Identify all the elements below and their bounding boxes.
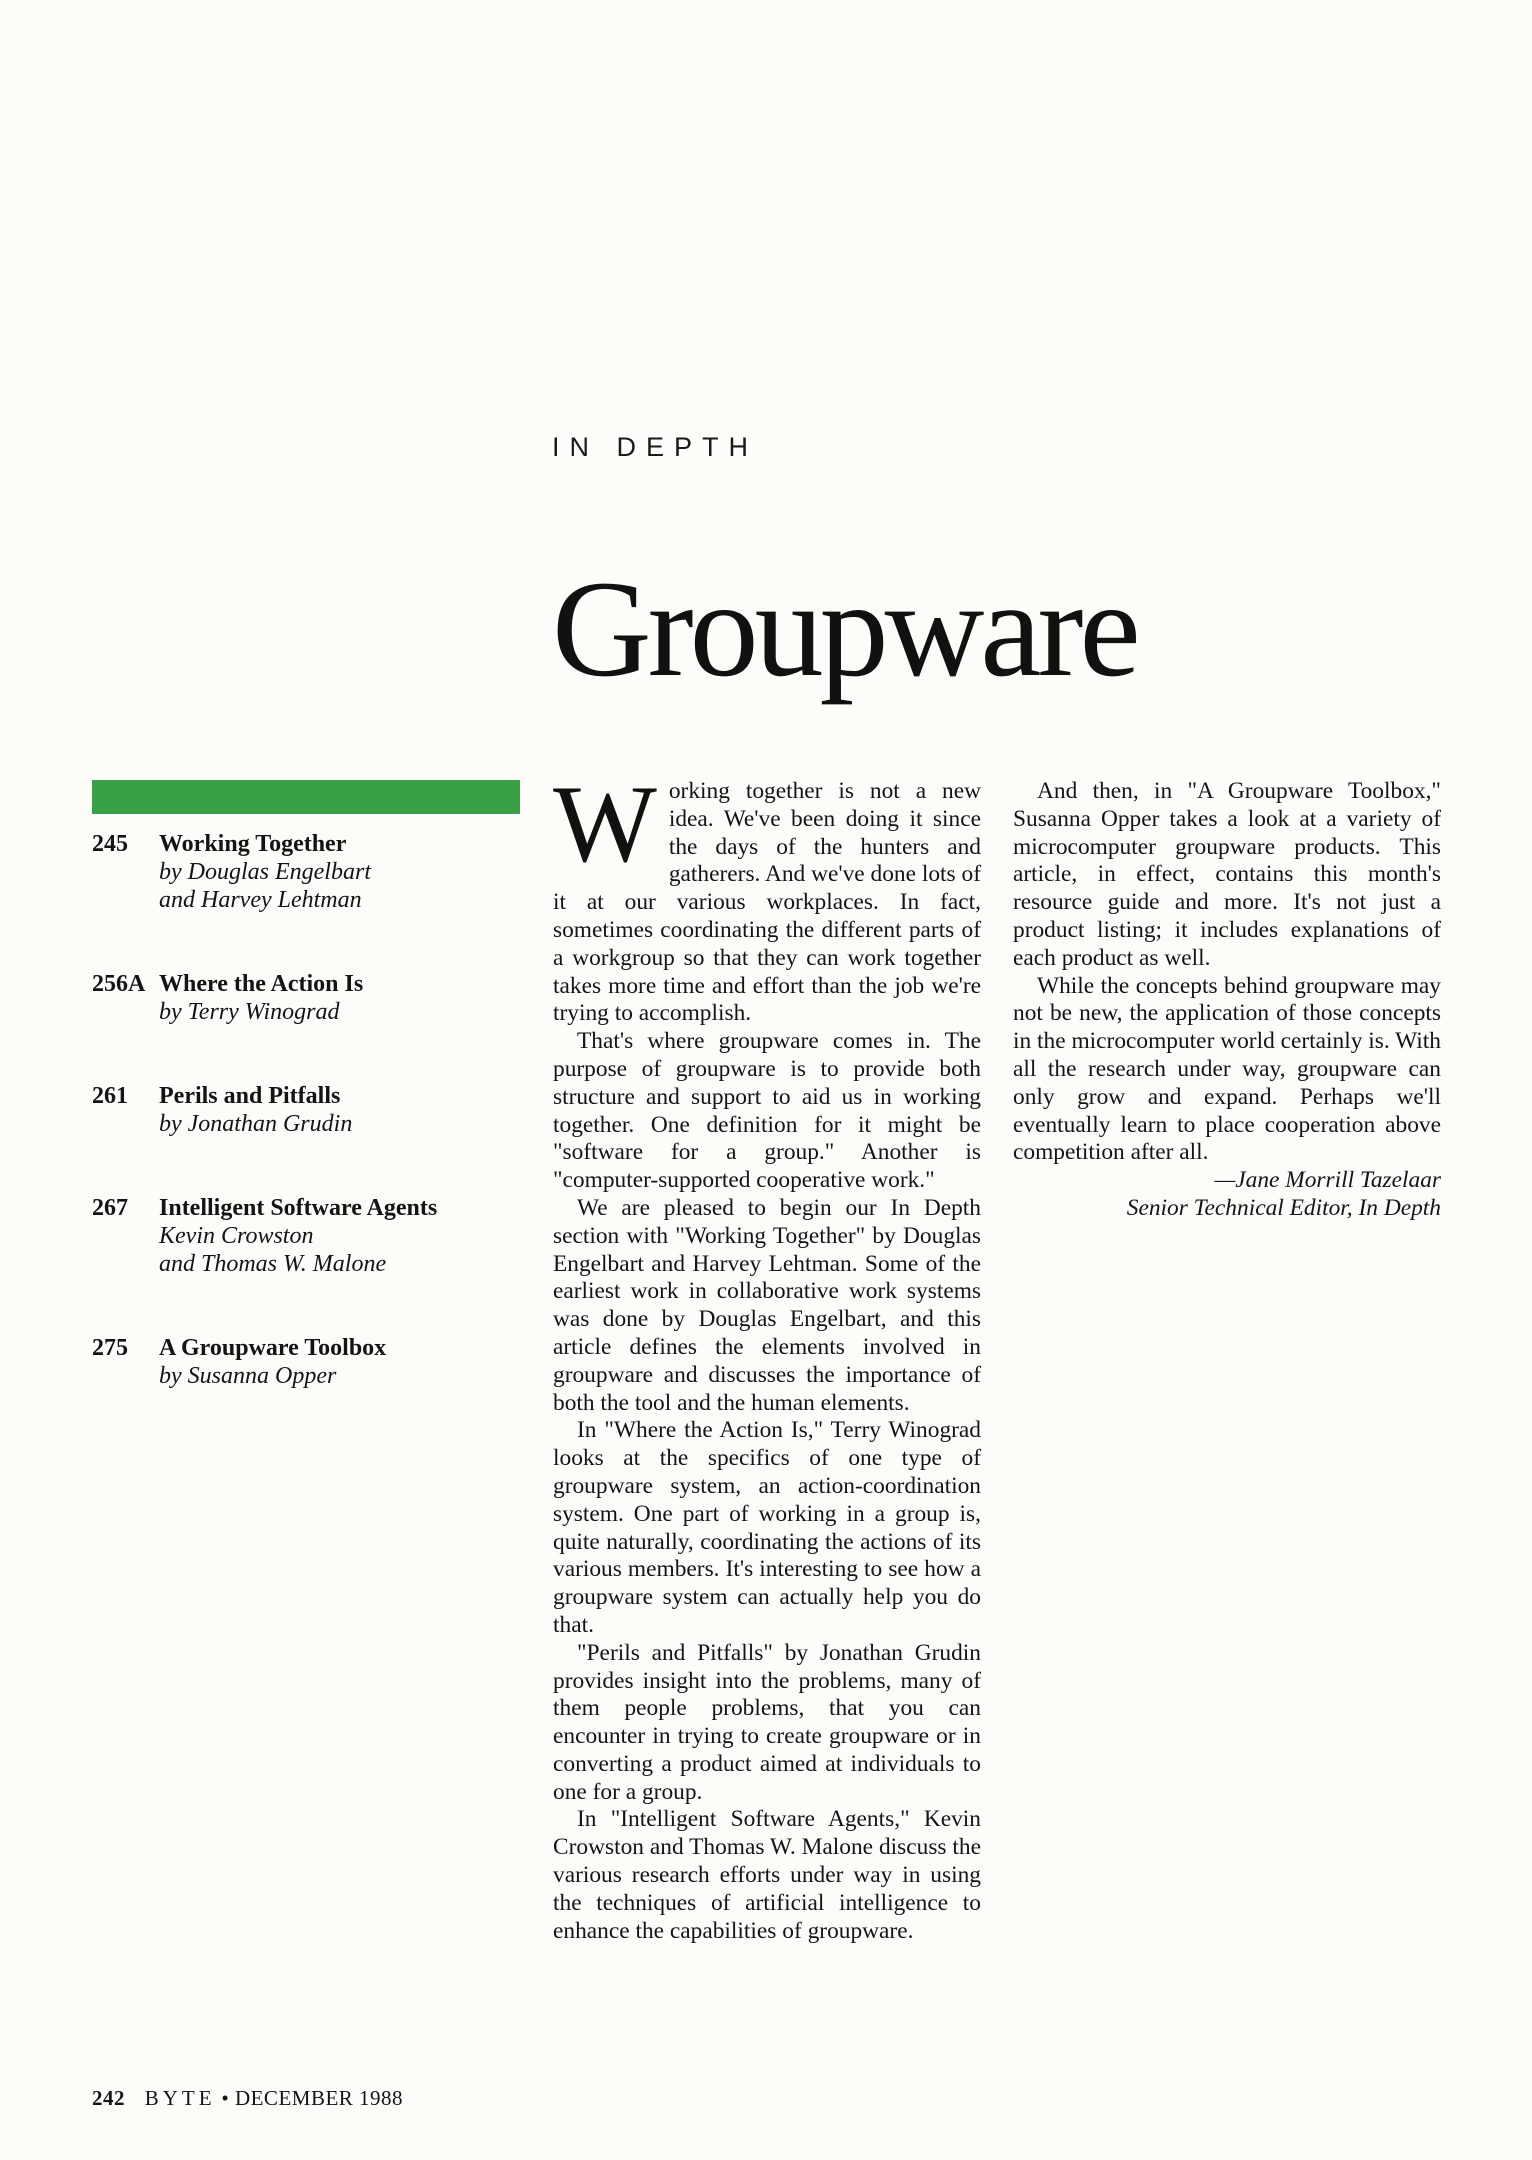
toc-author: by Jonathan Grudin	[159, 1111, 353, 1137]
footer-separator: •	[221, 2086, 230, 2110]
toc-page-number: 267	[92, 1195, 128, 1221]
article-paragraph: orking together is not a new idea. We've been doing it since the days of the hunters and gatherers. And we've done lots of it at our various workplaces. In fact, sometimes coordinating the different parts of a workgroup so that they can work together takes more time and effort than the job we're trying to accomplish.	[553, 778, 981, 1027]
article-paragraph: In "Where the Action Is," Terry Winograd looks at the specifics of one type of groupware system, an action-coordination system. One part of working in a group is, quite naturally, coordinating the actions of its various members. It's interesting to see how a groupware system can actually help you do that.	[553, 1417, 981, 1638]
toc-author: by Susanna Opper	[159, 1363, 337, 1389]
toc-title: A Groupware Toolbox	[159, 1335, 387, 1361]
toc-entry[interactable]	[92, 1082, 532, 1138]
article-paragraph: "Perils and Pitfalls" by Jonathan Grudin provides insight into the problems, many of them people problems, that you can encounter in trying to create groupware or in converting a product aimed at individuals to one for a group.	[553, 1639, 981, 1805]
signature-role: Senior Technical Editor, In Depth	[1126, 1194, 1441, 1221]
toc-author: and Thomas W. Malone	[159, 1251, 387, 1277]
toc-page-number: 256A	[92, 971, 146, 997]
page-title: Groupware	[552, 552, 1137, 705]
toc-author: Kevin Crowston	[159, 1223, 314, 1249]
section-label: IN DEPTH	[552, 432, 759, 462]
toc-author: by Terry Winograd	[159, 999, 340, 1025]
toc-title: Intelligent Software Agents	[159, 1195, 438, 1221]
toc-page-number: 261	[92, 1083, 128, 1109]
article-column-2	[1013, 778, 1441, 1223]
toc-author: and Harvey Lehtman	[159, 887, 362, 913]
footer-issue: DECEMBER 1988	[234, 2086, 404, 2110]
page-footer	[92, 2086, 403, 2111]
toc-title: Working Together	[159, 831, 347, 857]
table-of-contents	[92, 830, 532, 1446]
toc-entry[interactable]	[92, 830, 532, 914]
toc-entry[interactable]	[92, 1194, 532, 1278]
toc-title: Where the Action Is	[159, 971, 364, 997]
toc-author: by Douglas Engelbart	[159, 859, 371, 885]
toc-entry[interactable]	[92, 1334, 532, 1390]
signature-name: —Jane Morrill Tazelaar	[1214, 1167, 1441, 1194]
article-paragraph: While the concepts behind groupware may not be new, the application of those concepts in the microcomputer world certainly is. With all the research under way, groupware can only grow and expand. Perhaps we'll eventually learn to place cooperation above competition after all.	[1013, 972, 1441, 1166]
drop-cap: W	[553, 763, 657, 885]
article-paragraph: And then, in "A Groupware Toolbox," Susanna Opper takes a look at a variety of microcomputer groupware products. This article, in effect, contains this month's resource guide and more. It's not just a product listing; it includes explanations of each product as well.	[1013, 778, 1441, 971]
toc-page-number: 275	[92, 1335, 128, 1361]
article-column-1	[553, 763, 981, 1945]
footer-page-number: 242	[92, 2086, 125, 2110]
footer-magazine: BYTE	[144, 2086, 216, 2110]
toc-page-number: 245	[92, 831, 128, 857]
article-paragraph: That's where groupware comes in. The purpose of groupware is to provide both structure and support to aid us in working together. One definition for it might be "software for a group." Another is "computer-supported cooperative work."	[553, 1028, 981, 1194]
toc-entry[interactable]	[92, 970, 532, 1026]
toc-color-bar	[92, 780, 520, 814]
article-paragraph: In "Intelligent Software Agents," Kevin Crowston and Thomas W. Malone discuss the various research efforts under way in using the techniques of artificial intelligence to enhance the capabilities of groupware.	[553, 1806, 981, 1944]
toc-title: Perils and Pitfalls	[159, 1083, 341, 1109]
article-paragraph: We are pleased to begin our In Depth section with "Working Together" by Douglas Engelbart and Harvey Lehtman. Some of the earliest work in collaborative work systems was done by Douglas Engelbart, and this article defines the elements involved in groupware and discusses the importance of both the tool and the human elements.	[553, 1194, 981, 1416]
